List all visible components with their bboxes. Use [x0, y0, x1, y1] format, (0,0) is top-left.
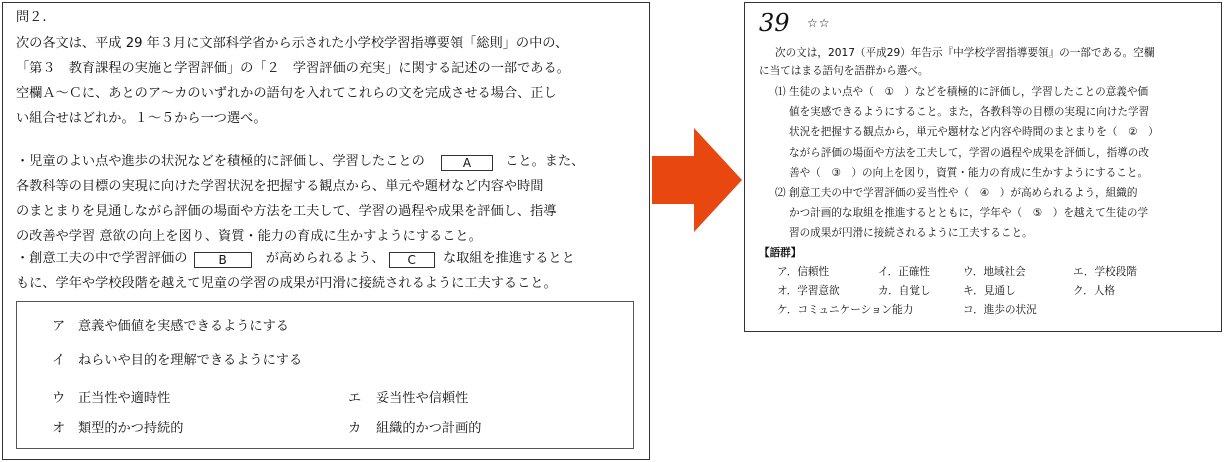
item2-text-pre: ・創意工夫の中で学習評価の: [16, 251, 188, 266]
right-document: [744, 2, 1222, 332]
right-item1-line-3: 状況を把握する観点から，単元や題材など内容や時間のまとまりを（ ② ）: [789, 126, 1159, 138]
word-bank-item: ア．信頼性: [777, 266, 830, 278]
word-bank-item: カ．自覚し: [878, 285, 931, 297]
intro-line-2: 「第３ 教育課程の実施と学習評価」の「２ 学習評価の充実」に関する記述の一部である。: [16, 61, 570, 76]
right-intro-line-1: 次の文は，2017（平成29）年告示『中学校学習指導要領』の一部である。空欄: [775, 47, 1155, 59]
item1-text-post: こと。また、: [505, 154, 585, 169]
item1-line-1: [16, 154, 584, 171]
right-item2-number: ⑵: [775, 187, 786, 199]
option-a-text: 意義や価値を実感できるようにする: [78, 319, 289, 334]
item2-line-1: [16, 251, 575, 268]
option-u-text: 正当性や適時性: [78, 391, 171, 406]
option-u-key: ウ: [52, 391, 66, 406]
intro-line-3: 空欄Ａ～Ｃに、あとのア～カのいずれかの語句を入れてこれらの文を完成させる場合、正し: [16, 86, 557, 101]
option-a-key: ア: [52, 319, 66, 334]
item1-text-pre: ・児童のよい点や進歩の状況などを積極的に評価し、学習したことの: [16, 154, 425, 169]
intro-line-1: 次の各文は、平成 29 年３月に文部科学省から示された小学校学習指導要領「総則」の中の、: [16, 36, 569, 51]
word-bank-item: ケ．コミュニケーション能力: [777, 304, 914, 316]
word-bank-item: ク．人格: [1073, 285, 1115, 297]
item2-text-post: な取組を推進するとと: [442, 251, 575, 266]
option-o-text: 類型的かつ持続的: [78, 421, 184, 436]
option-e-text: 妥当性や信頼性: [376, 391, 469, 406]
options-box: [16, 301, 634, 449]
difficulty-stars-icon: ☆☆: [807, 16, 831, 30]
right-arrow-icon: [652, 128, 742, 232]
right-item2-line-3: 習の成果が円滑に接続されるように工夫すること。: [789, 227, 1033, 239]
right-item1-number: ⑴: [775, 86, 786, 98]
option-o-key: オ: [52, 421, 66, 436]
right-intro-line-2: に当てはまる語句を語群から選べ。: [759, 65, 929, 77]
question-number: 39: [759, 9, 790, 37]
option-i-key: イ: [52, 353, 66, 368]
word-bank-item: オ．学習意欲: [777, 285, 840, 297]
item2-text-mid: が高められるよう、: [265, 251, 385, 266]
word-bank-item: ウ．地域社会: [963, 266, 1026, 278]
word-bank-item: コ．進歩の状況: [963, 304, 1037, 316]
item1-line-3: のまとまりを見通しながら評価の場面や方法を工夫して、学習の過程や成果を評価し、指導: [16, 204, 557, 219]
right-item2-line-2: かつ計画的な取組を推進するとともに，学年や（ ⑤ ）を越えて生徒の学: [789, 207, 1149, 219]
right-item1-line-2: 値を実感できるようにすること。また，各教科等の目標の実現に向けた学習: [789, 106, 1150, 118]
right-item1-line-5: 善や（ ③ ）の向上を図り，資質・能力の育成に生かすようにすること。: [789, 167, 1149, 179]
question-title: 問２.: [16, 10, 47, 25]
blank-a: A: [441, 155, 493, 171]
left-document: [2, 2, 650, 460]
word-bank-label: 【語群】: [759, 247, 802, 259]
item1-line-4: の改善や学習 意欲の向上を図り、資質・能力の育成に生かすようにすること。: [16, 229, 482, 244]
word-bank-item: キ．見通し: [963, 285, 1016, 297]
blank-c: C: [389, 252, 435, 268]
blank-b: B: [194, 252, 252, 268]
option-i-text: ねらいや目的を理解できるようにする: [78, 353, 303, 368]
option-ka-key: カ: [348, 421, 362, 436]
right-item1-line-1: 生徒のよい点や（ ① ）などを積極的に評価し，学習したことの意義や価: [789, 86, 1149, 98]
item2-line-2: もに、学年や学校段階を越えて児童の学習の成果が円滑に接続されるように工夫すること。: [16, 276, 557, 291]
right-item1-line-4: ながら評価の場面や方法を工夫して，学習の過程や成果を評価し，指導の改: [789, 147, 1149, 159]
option-ka-text: 組織的かつ計画的: [376, 421, 482, 436]
word-bank-item: イ．正確性: [878, 266, 931, 278]
right-item2-line-1: 創意工夫の中で学習評価の妥当性や（ ④ ）が高められるよう，組織的: [789, 187, 1138, 199]
intro-line-4: い組合せはどれか。１～５から一つ選べ。: [16, 111, 267, 126]
option-e-key: エ: [348, 391, 362, 406]
item1-line-2: 各教科等の目標の実現に向けた学習状況を把握する観点から、単元や題材など内容や時間: [16, 179, 544, 194]
word-bank-item: エ．学校段階: [1073, 266, 1137, 278]
